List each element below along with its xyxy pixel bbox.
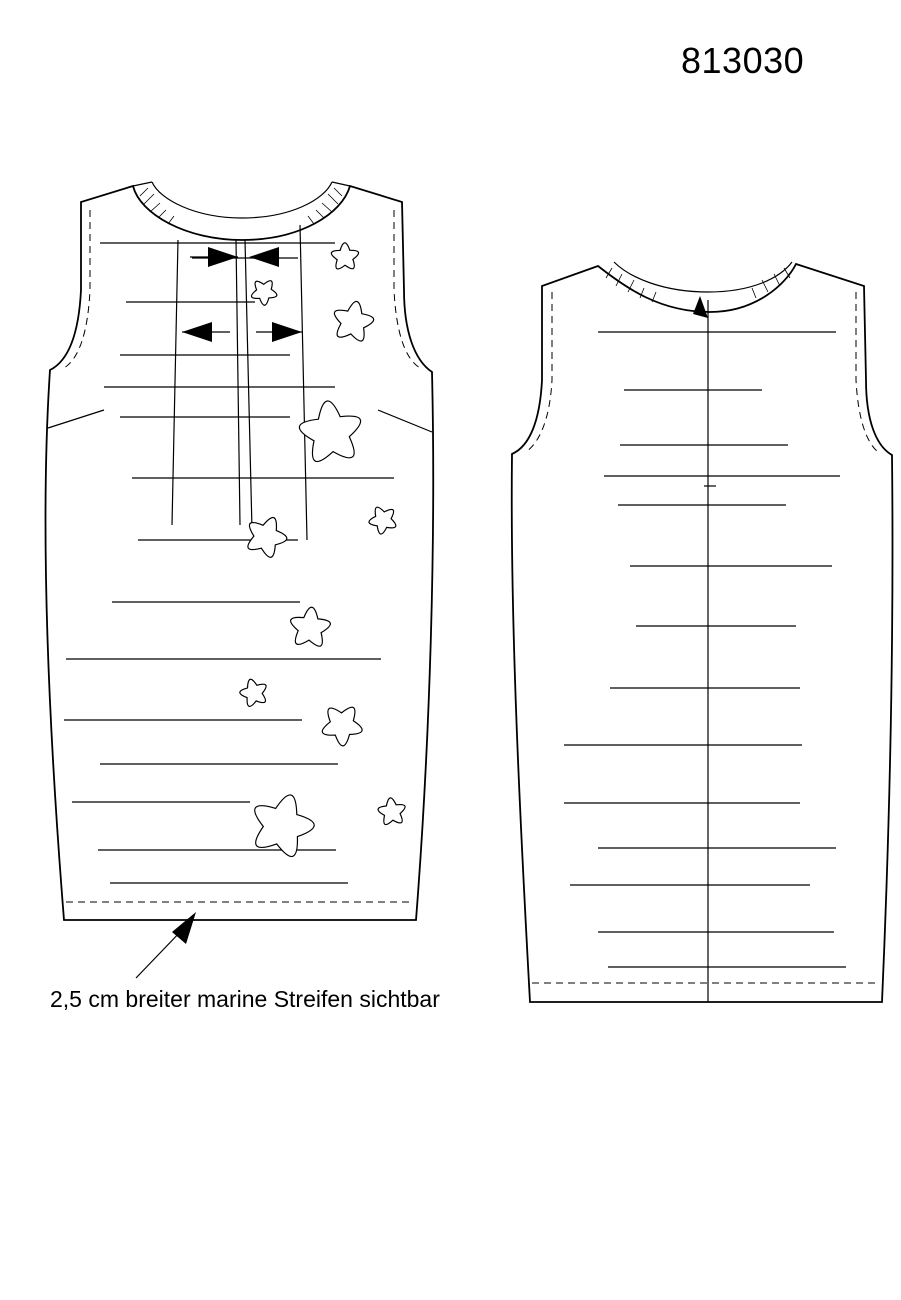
front-outline [46, 186, 434, 920]
hem-stripe-annotation: 2,5 cm breiter marine Streifen sichtbar [50, 986, 440, 1012]
flower-icon [299, 401, 360, 462]
front-view [46, 182, 434, 978]
flower-icon [331, 243, 358, 269]
flower-icon [334, 301, 373, 341]
pointer-arrow-icon [136, 912, 196, 978]
zipper-pull-icon [693, 296, 708, 318]
flower-icon [369, 507, 396, 534]
arrow-icon [182, 247, 302, 342]
back-neck-gathers [606, 268, 790, 302]
back-outline [512, 264, 893, 1002]
back-armhole-stitch-left [526, 292, 552, 452]
back-armhole-stitch-right [856, 292, 878, 452]
back-neckband [614, 262, 792, 292]
front-armhole-stitch-right [394, 210, 420, 368]
flower-icon [251, 281, 276, 306]
back-view [512, 262, 893, 1002]
front-dart-left [48, 410, 104, 428]
flower-icon [240, 679, 266, 706]
flower-icon [248, 518, 287, 558]
flower-icon [255, 795, 314, 857]
back-stripes [564, 332, 846, 967]
front-pleat-lines [172, 225, 307, 540]
front-stripes [64, 243, 394, 883]
front-armhole-stitch-left [64, 210, 90, 368]
flower-icon [378, 798, 405, 825]
front-neck-gathers [140, 188, 342, 224]
flower-icon [322, 707, 362, 746]
style-number: 813030 [681, 40, 805, 81]
front-dart-right [378, 410, 432, 432]
front-neckband [152, 182, 332, 218]
flower-icon [291, 607, 331, 646]
